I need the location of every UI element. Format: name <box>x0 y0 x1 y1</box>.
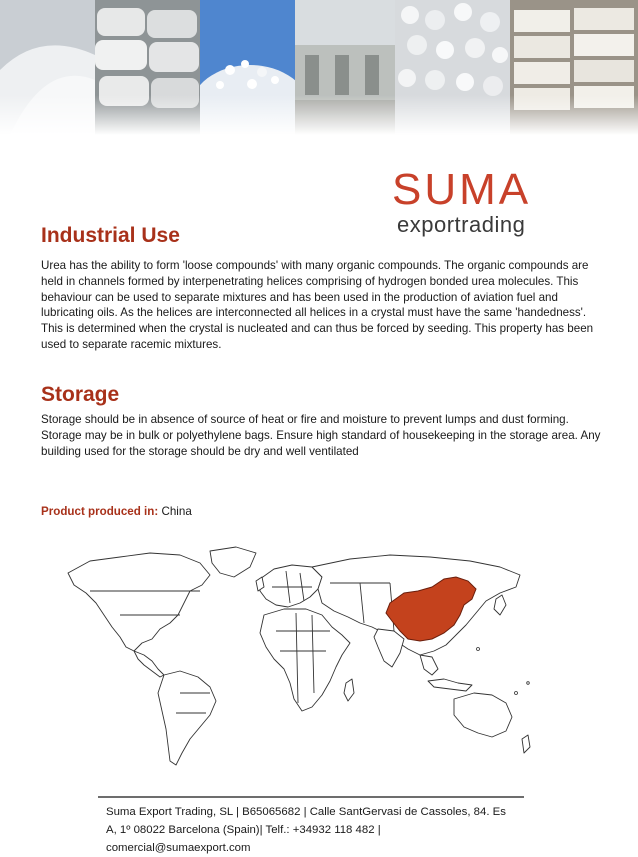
product-origin-label: Product produced in: <box>41 505 159 518</box>
storage-text: Storage should be in absence of source of heat or fire and moisture to prevent lumps and dust forming. Storage may be in bulk or polyethylene bags. Ensure high standard of housekeeping in the storage area. Any building used for the storage should be dry and well ventilated <box>41 413 601 458</box>
banner-fade <box>0 95 638 135</box>
footer-contact <box>106 803 526 857</box>
central-america-outline <box>134 651 164 677</box>
southeast-asia-outline <box>420 655 438 675</box>
island-dot <box>477 648 480 651</box>
footer-line-2: A, 1º 08022 Barcelona (Spain)| Telf.: +34932 118 482 | <box>106 824 381 836</box>
footer-line-1: Suma Export Trading, SL | B65065682 | Calle SantGervasi de Cassoles, 84. Es <box>106 806 506 818</box>
industrial-use-heading: Industrial Use <box>41 224 180 247</box>
storage-heading: Storage <box>41 383 120 406</box>
australia-outline <box>454 693 512 737</box>
footer-email: comercial@sumaexport.com <box>106 842 251 854</box>
product-origin-country: China <box>161 505 192 518</box>
island-dot <box>527 682 530 685</box>
japan-outline <box>494 595 506 615</box>
industrial-use-text: Urea has the ability to form 'loose compounds' with many organic compounds. The organic compounds are held in channels formed by interpenetrating helices comprising of hydrogen bonded urea molecules. This behaviour can be used to separate mixtures and has been used in the production of aviation fuel and lubricating oils. As the helices are interconnected all helices in a crystal must have the same 'handedness'. This is determined when the crystal is nucleated and can thus be forced by seeding. This property has been used to separate racemic mixtures. <box>41 259 594 351</box>
indonesia-outline <box>428 679 472 691</box>
header-photo-banner <box>0 0 638 135</box>
africa-outline <box>260 609 350 711</box>
madagascar-outline <box>344 679 354 701</box>
europe-outline <box>260 565 322 607</box>
north-america-outline <box>68 553 210 651</box>
logo-wordmark: SUMA <box>392 165 532 214</box>
suma-logo <box>392 165 582 240</box>
product-origin <box>41 505 192 518</box>
footer-divider <box>98 796 524 798</box>
new-zealand-outline <box>522 735 530 753</box>
world-map <box>60 543 540 773</box>
logo-tagline: exportrading <box>397 212 526 237</box>
south-america-outline <box>158 671 216 765</box>
island-dot <box>515 692 518 695</box>
greenland-outline <box>210 547 256 577</box>
